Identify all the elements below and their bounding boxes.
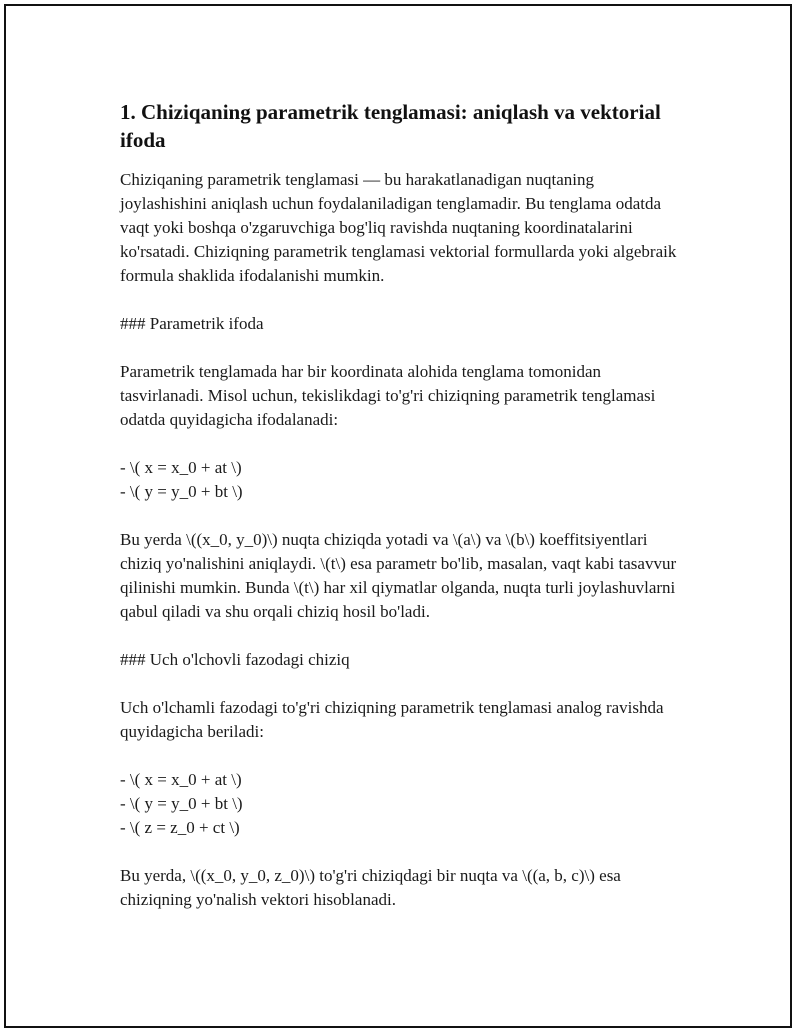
equation-list-2d bbox=[120, 456, 680, 504]
section-heading-parametrik-ifoda: ### Parametrik ifoda bbox=[120, 314, 264, 333]
coefficients-explanation-paragraph: Bu yerda \((x_0, y_0)\) nuqta chiziqda yotadi va \(a\) va \(b\) koeffitsiyentlari chiziq yo'nalishini aniqlaydi. \(t\) esa parametr bo'lib, masalan, vaqt kabi tasavvur qilinishi mumkin. Bunda \(t\) har xil qiymatlar olganda, nuqta turli joylashuvlarni qabul qiladi va shu orqali chiziq hosil bo'ladi. bbox=[120, 530, 677, 621]
equation-line: - \( y = y_0 + bt \) bbox=[120, 482, 243, 501]
document-body bbox=[120, 98, 680, 936]
equation-line: - \( x = x_0 + at \) bbox=[120, 770, 242, 789]
equation-line: - \( y = y_0 + bt \) bbox=[120, 794, 243, 813]
three-d-description-paragraph: Uch o'lchamli fazodagi to'g'ri chiziqning parametrik tenglamasi analog ravishda quyidagicha beriladi: bbox=[120, 698, 664, 741]
page-frame bbox=[4, 4, 792, 1028]
equation-list-3d bbox=[120, 768, 680, 840]
section-heading-uch-olchovli: ### Uch o'lchovli fazodagi chiziq bbox=[120, 650, 350, 669]
parametric-description-paragraph: Parametrik tenglamada har bir koordinata alohida tenglama tomonidan tasvirlanadi. Misol uchun, tekislikdagi to'g'ri chiziqning parametrik tenglamasi odatda quyidagicha ifodalanadi: bbox=[120, 362, 656, 429]
equation-line: - \( x = x_0 + at \) bbox=[120, 458, 242, 477]
intro-paragraph: Chiziqaning parametrik tenglamasi — bu harakatlanadigan nuqtaning joylashishini aniqlash uchun foydalaniladigan tenglamadir. Bu tenglama odatda vaqt yoki boshqa o'zgaruvchiga bog'liq ravishda nuqtaning koordinatalarini ko'rsatadi. Chiziqning parametrik tenglamasi vektorial formullarda yoki algebraik formula shaklida ifodalanishi mumkin. bbox=[120, 170, 677, 285]
equation-line: - \( z = z_0 + ct \) bbox=[120, 818, 240, 837]
document-title: 1. Chiziqaning parametrik tenglamasi: aniqlash va vektorial ifoda bbox=[120, 100, 661, 152]
direction-vector-paragraph: Bu yerda, \((x_0, y_0, z_0)\) to'g'ri chiziqdagi bir nuqta va \((a, b, c)\) esa chiziqning yo'nalish vektori hisoblanadi. bbox=[120, 866, 621, 909]
